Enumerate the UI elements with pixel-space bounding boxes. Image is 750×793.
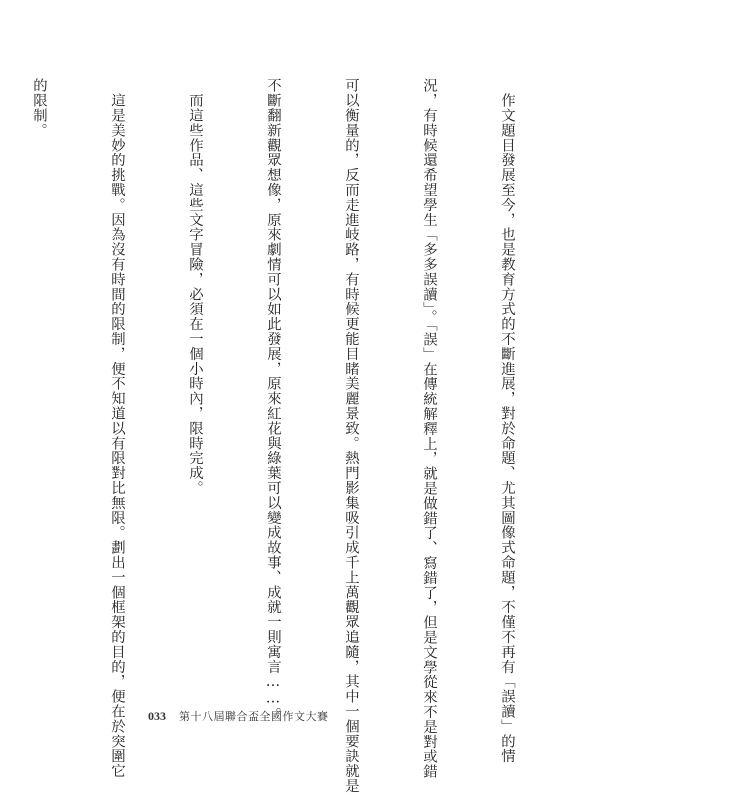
text-column-1: 作文題目發展至今，也是教育方式的不斷進展，對於命題、尤其圖像式命題，不僅不再有「誤讀」的情	[499, 78, 515, 764]
publication-name: 第十八屆聯合盃全國作文大賽	[179, 710, 329, 723]
page-number: 033	[148, 709, 166, 723]
text-column-3: 可以衡量的，反而走進岐路，有時候更能目睹美麗景致。熱門影集吸引成千上萬觀眾追隨，其中一個要訣就是	[343, 78, 359, 793]
text-column-4: 不斷翻新觀眾想像，原來劇情可以如此發展，原來紅花與綠葉可以變成故事、成就一則寓言……。	[265, 78, 281, 722]
page-footer	[148, 708, 329, 724]
text-column-2: 況，有時候還希望學生「多多誤讀」。「誤」在傳統解釋上，就是做錯了、寫錯了，但是文學從來不是對或錯	[421, 78, 437, 779]
text-column-5: 而這些作品、這些文字冒險，必須在一個小時內，限時完成。	[187, 78, 203, 496]
text-column-6: 這是美妙的挑戰。因為沒有時間的限制，便不知道以有限對比無限。劃出一個框架的目的，便在於突圍它	[109, 78, 125, 779]
text-column-7: 的限制。	[31, 78, 47, 138]
